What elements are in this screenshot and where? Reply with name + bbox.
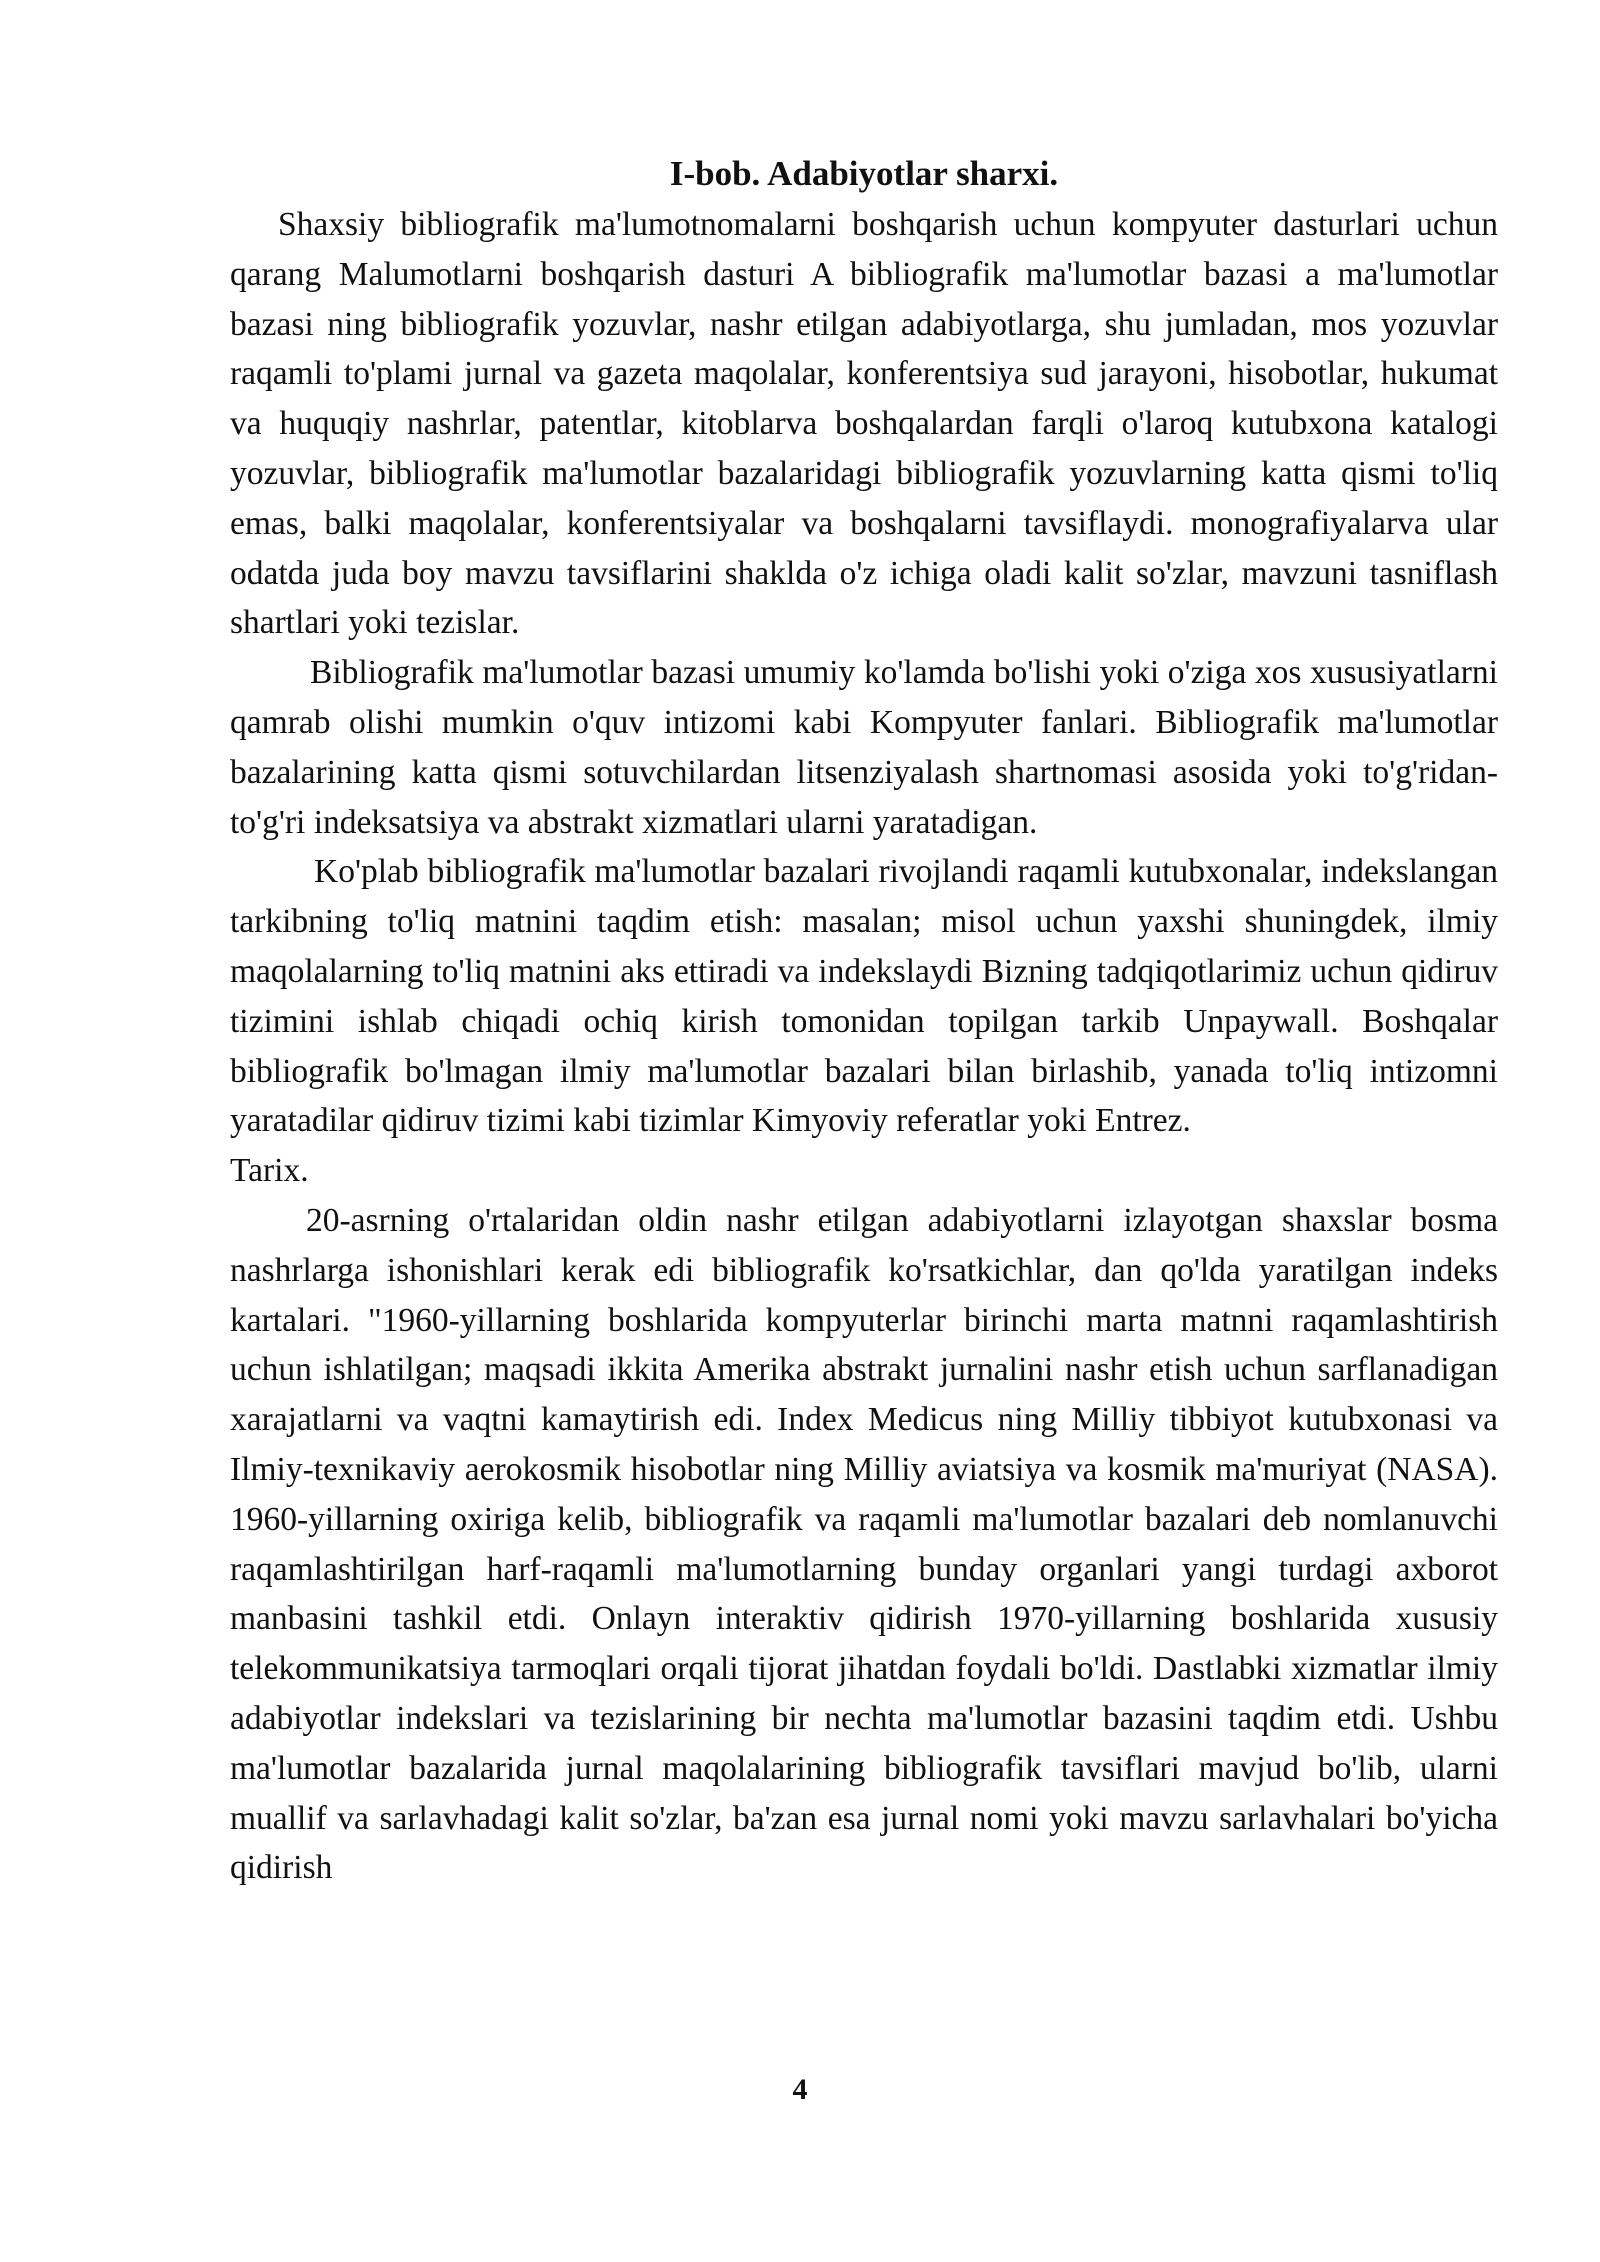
paragraph-history: 20-asrning o'rtalaridan oldin nashr etilgan adabiyotlarni izlayotgan shaxslar bosma nashrlarga ishonishlari kerak edi bibliografik ko'rsatkichlar, dan qo'lda yaratilgan indeks kartalari. "1960-yillarning boshlarida kompyuterlar birinchi marta matnni raqamlashtirish uchun ishlatilgan; maqsadi ikkita Amerika abstrakt jurnalini nashr etish uchun sarflanadigan xarajatlarni va vaqtni kamaytirish edi. Index Medicus ning Milliy tibbiyot kutubxonasi va Ilmiy-texnikaviy aerokosmik hisobotlar ning Milliy aviatsiya va kosmik ma'muriyat (NASA). 1960-yillarning oxiriga kelib, bibliografik va raqamli ma'lumotlar bazalari deb nomlanuvchi raqamlashtirilgan harf-raqamli ma'lumotlarning bunday organlari yangi turdagi axborot manbasini tashkil etdi. Onlayn interaktiv qidirish 1970-yillarning boshlarida xususiy telekommunikatsiya tarmoqlari orqali tijorat jihatdan foydali bo'ldi. Dastlabki xizmatlar ilmiy adabiyotlar indekslari va tezislarining bir nechta ma'lumotlar bazasini taqdim etdi. Ushbu ma'lumotlar bazalarida jurnal maqolalarining bibliografik tavsiflari mavjud bo'lib, ularni muallif va sarlavhadagi kalit so'zlar, ba'zan esa jurnal nomi yoki mavzu sarlavhalari bo'yicha qidirish <box>230 1201 1498 1887</box>
page-number: 4 <box>792 2073 808 2106</box>
paragraph-scope: Bibliografik ma'lumotlar bazasi umumiy ko'lamda bo'lishi yoki o'ziga xos xususiyatlarni qamrab olishi mumkin o'quv intizomi kabi Kompyuter fanlari. Bibliografik ma'lumotlar bazalarining katta qismi sotuvchilardan litsenziyalash shartnomasi asosida yoki to'g'ridan-to'g'ri indeksatsiya va abstrakt xizmatlari ularni yaratadigan. <box>230 654 1498 841</box>
chapter-heading: I-bob. Adabiyotlar sharxi. <box>669 154 1059 193</box>
paragraph-intro: Shaxsiy bibliografik ma'lumotnomalarni boshqarish uchun kompyuter dasturlari uchun qarang Malumotlarni boshqarish dasturi A bibliografik ma'lumotlar bazasi a ma'lumotlar bazasi ning bibliografik yozuvlar, nashr etilgan adabiyotlarga, shu jumladan, mos yozuvlar raqamli to'plami jurnal va gazeta maqolalar, konferentsiya sud jarayoni, hisobotlar, hukumat va huquqiy nashrlar, patentlar, kitoblarva boshqalardan farqli o'laroq kutubxona katalogi yozuvlar, bibliografik ma'lumotlar bazalaridagi bibliografik yozuvlarning katta qismi to'liq emas, balki maqolalar, konferentsiyalar va boshqalarni tavsiflaydi. monografiyalarva ular odatda juda boy mavzu tavsiflarini shaklda o'z ichiga oladi kalit so'zlar, mavzuni tasniflash shartlari yoki tezislar. <box>230 206 1498 642</box>
paragraph-digital-libraries: Ko'plab bibliografik ma'lumotlar bazalari rivojlandi raqamli kutubxonalar, indekslangan tarkibning to'liq matnini taqdim etish: masalan; misol uchun yaxshi shuningdek, ilmiy maqolalarning to'liq matnini aks ettiradi va indekslaydi Bizning tadqiqotlarimiz uchun qidiruv tizimini ishlab chiqadi ochiq kirish tomonidan topilgan tarkib Unpaywall. Boshqalar bibliografik bo'lmagan ilmiy ma'lumotlar bazalari bilan birlashib, yanada to'liq intizomni yaratadilar qidiruv tizimi kabi tizimlar Kimyoviy referatlar yoki Entrez. <box>230 853 1498 1140</box>
document-page <box>230 150 1498 1893</box>
section-label-history: Tarix. <box>230 1152 309 1190</box>
